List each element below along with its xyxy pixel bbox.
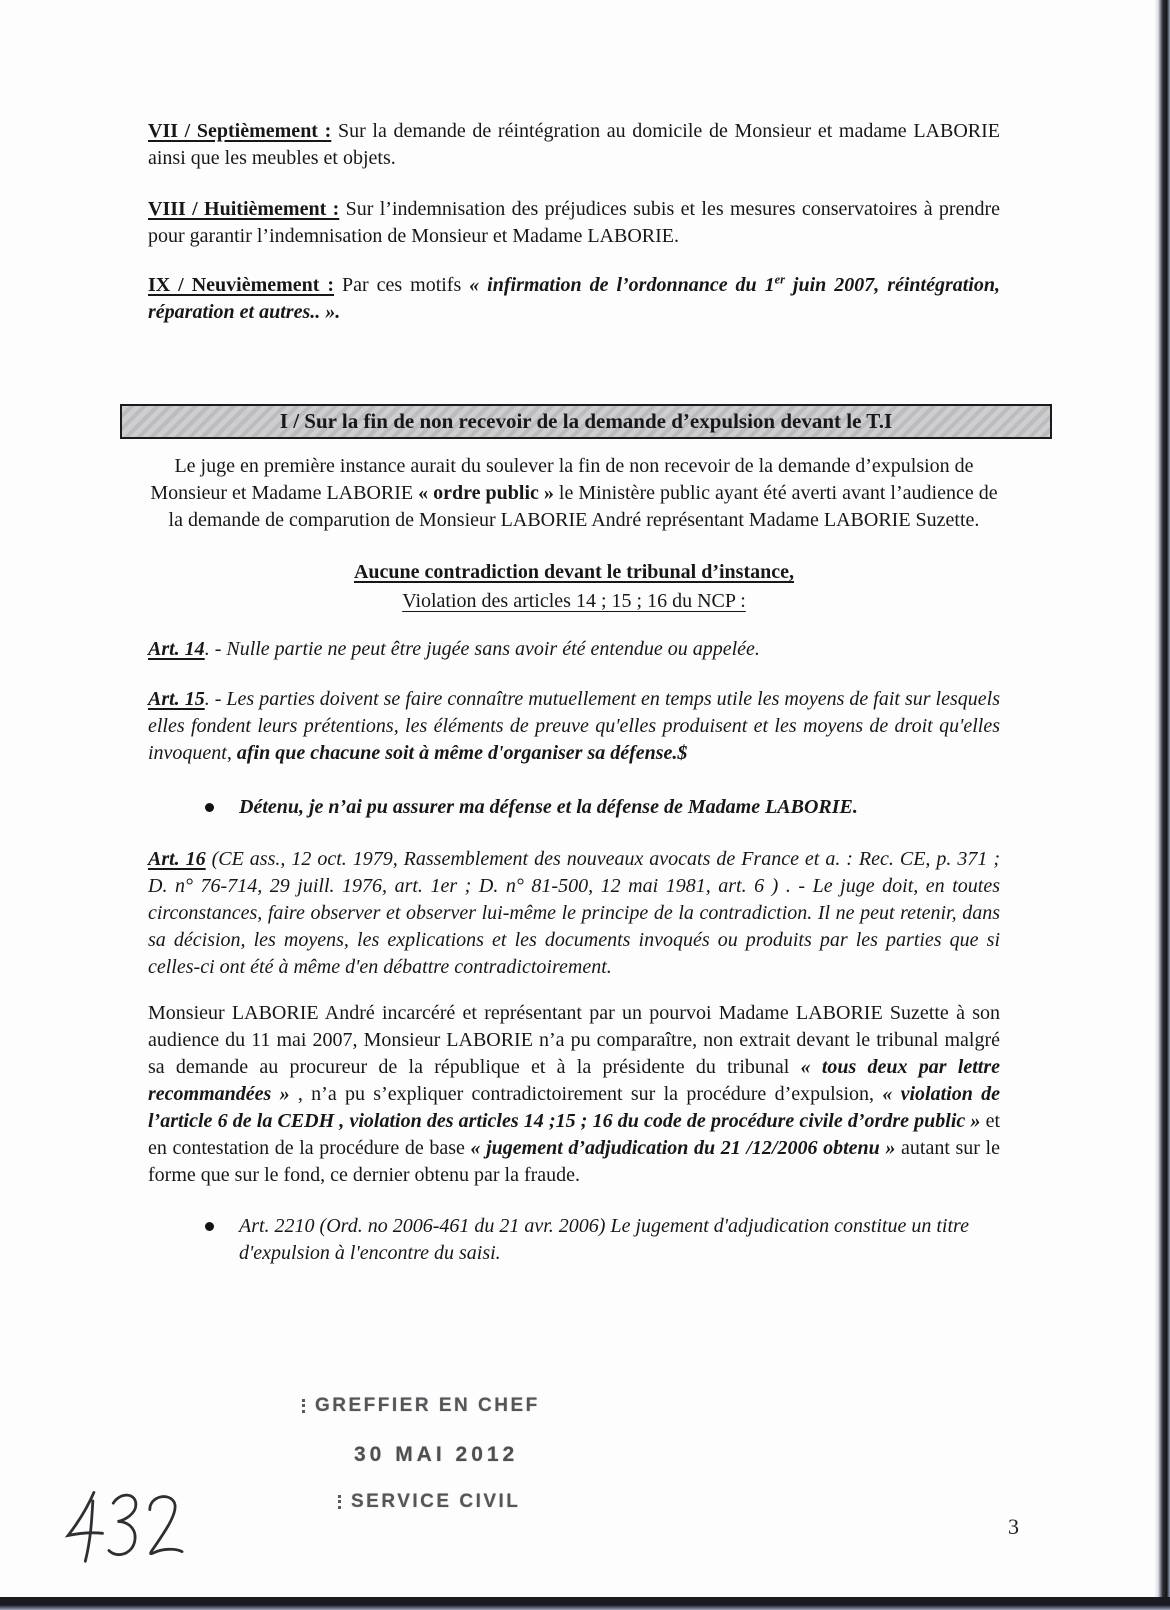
stamp-line-greffier [302, 1395, 540, 1417]
intro-bold-quote: « ordre public » [418, 482, 554, 504]
stamp-ink-mark [302, 1399, 310, 1413]
document-content [148, 112, 1000, 1267]
paragraph-septiemement [148, 118, 1000, 172]
laborie-text-1: Monsieur LABORIE André incarcéré et représentant par un pourvoi Madame LABORIE Suzette à son audience du 11 mai 2007, Monsieur LABORIE n’a pu comparaître, non extrait devant le tribunal malgré sa demande au procureur de la république et à la présidente du tribunal [148, 1002, 1000, 1078]
scan-bottom-edge [0, 1597, 1170, 1610]
article-14-text: . - Nulle partie ne peut être jugée sans avoir été entendue ou appelée. [204, 638, 760, 660]
laborie-paragraph [148, 1000, 1000, 1189]
stamp-greffier-text: GREFFIER EN CHEF [315, 1395, 540, 1416]
stamp-ink-mark [338, 1495, 346, 1509]
laborie-bold-quote-1: « tous deux par lettre recommandées » [148, 1056, 1000, 1105]
intro-paragraph [148, 453, 1000, 534]
subheading-line1: Aucune contradiction devant le tribunal d’instance, [353, 561, 795, 583]
section-header-band [120, 404, 1052, 439]
bullet-detenu-text: Détenu, je n’ai pu assurer ma défense et la défense de Madame LABORIE. [239, 796, 858, 818]
paragraph-huitiemement-text: Sur l’indemnisation des préjudices subis et les mesures conservatoires à prendre pour garantir l’indemnisation de Monsieur et Madame LABORIE. [148, 198, 1001, 247]
article-16 [148, 846, 1000, 981]
stamp-line-date [354, 1443, 540, 1467]
stamp-date-text: 30 MAI 2012 [354, 1443, 519, 1466]
paragraph-neuviemement [148, 272, 1000, 326]
article-14 [148, 636, 1000, 663]
bullet-icon [205, 803, 214, 812]
paragraph-huitiemement-label: VIII / Huitièmement : [148, 198, 340, 220]
laborie-bold-quote-2: « violation de l’article 6 de la CEDH , violation des articles 14 ;15 ; 16 du code de procédure civile d’ordre public » [148, 1083, 1000, 1132]
scan-right-edge [1154, 0, 1170, 1610]
quote-part-a: « infirmation de l’ordonnance du 1 [469, 274, 775, 296]
quote-part-b: juin 2007, réintégration, réparation et autres.. ». [148, 274, 1000, 323]
laborie-text-2: , n’a pu s’expliquer contradictoirement sur la procédure d’expulsion, [289, 1083, 883, 1105]
laborie-bold-quote-3: « jugement d’adjudication du 21 /12/2006 obtenu » [470, 1137, 896, 1159]
subheading [148, 558, 1000, 616]
section-header-title: I / Sur la fin de non recevoir de la demande d’expulsion devant le T.I [279, 409, 893, 433]
bullet-art-2210 [148, 1213, 1000, 1267]
paragraph-septiemement-text: Sur la demande de réintégration au domicile de Monsieur et madame LABORIE ainsi que les meubles et objets. [148, 120, 1000, 169]
stamp-line-service [338, 1491, 540, 1513]
handwritten-432 [58, 1486, 190, 1577]
handwritten-432-strokes [58, 1486, 190, 1572]
paragraph-neuviemement-text: Par ces motifs [334, 274, 470, 296]
laborie-text-3: et en contestation de la procédure de base [148, 1110, 1001, 1159]
article-15-bold-ending: afin que chacune soit à même d'organiser sa défense.$ [236, 742, 688, 764]
bullet-detenu [148, 794, 1000, 821]
intro-text-b: le Ministère public ayant été averti avant l’audience de la demande de comparution de Monsieur LABORIE André représentant Madame LABORIE Suzette. [168, 482, 998, 531]
quote-superscript: er [774, 272, 785, 287]
laborie-text-4: autant sur le forme que sur le fond, ce dernier obtenu par la fraude. [148, 1137, 1000, 1186]
intro-text-a: Le juge en première instance aurait du soulever la fin de non recevoir de la demande d’expulsion de Monsieur et Madame LABORIE [150, 455, 974, 504]
paragraph-septiemement-label: VII / Septièmement : [148, 120, 332, 142]
article-15 [148, 686, 1000, 767]
court-stamp [302, 1395, 540, 1513]
subheading-line2: Violation des articles 14 ; 15 ; 16 du NCP : [402, 590, 746, 612]
bullet-icon [205, 1222, 214, 1231]
bullet-art-2210-text: Art. 2210 (Ord. no 2006-461 du 21 avr. 2006) Le jugement d'adjudication constitue un titre d'expulsion à l'encontre du saisi. [239, 1215, 969, 1264]
paragraph-neuviemement-label: IX / Neuvièmement : [148, 274, 335, 296]
page-number: 3 [1008, 1514, 1019, 1539]
article-16-label: Art. 16 [148, 848, 206, 870]
article-14-label: Art. 14 [148, 638, 205, 660]
article-16-text: (CE ass., 12 oct. 1979, Rassemblement des nouveaux avocats de France et a. : Rec. CE, p. 371 ; D. n° 76-714, 29 juill. 1976, art. 1er ; D. n° 81-500, 12 mai 1981, art. 6 ) . - Le juge doit, en toutes circonstances, faire observer et observer lui-même le principe de la contradiction. Il ne peut retenir, dans sa décision, les moyens, les explications et les documents invoqués ou produits par les parties que si celles-ci ont été à même d'en débattre contradictoirement. [148, 848, 1000, 978]
paragraph-huitiemement [148, 196, 1000, 250]
article-15-label: Art. 15 [148, 688, 205, 710]
stamp-service-text: SERVICE CIVIL [351, 1491, 521, 1512]
article-15-text: . - Les parties doivent se faire connaître mutuellement en temps utile les moyens de fait sur lesquels elles fondent leurs prétentions, les éléments de preuve qu'elles produisent et les moyens de droit qu'elles invoquent, [148, 688, 1000, 764]
